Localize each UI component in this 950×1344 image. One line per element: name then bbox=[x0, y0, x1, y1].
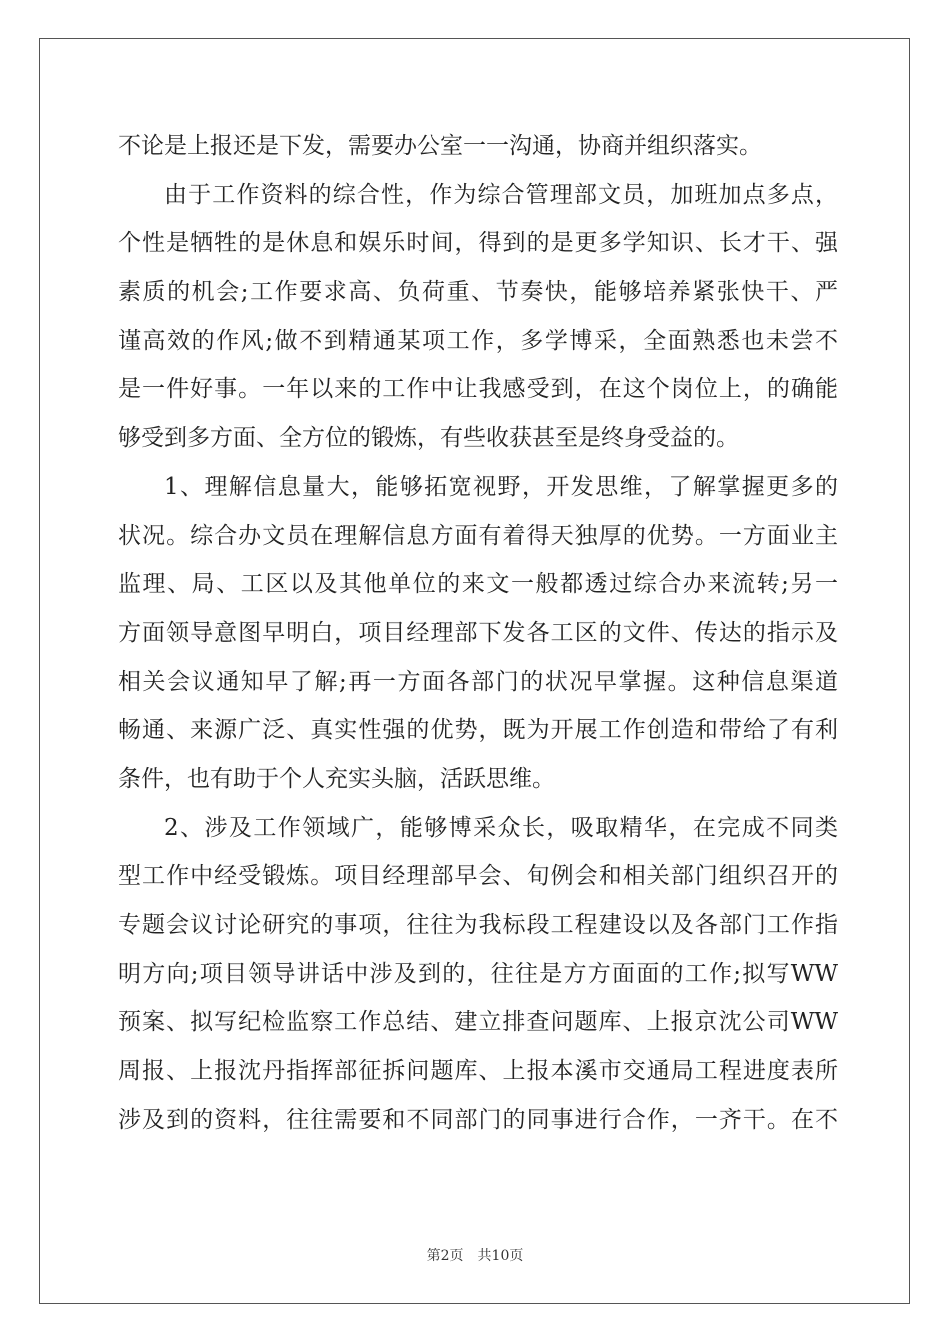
text-line: 个性是牺牲的是休息和娱乐时间，得到的是更多学知识、长才干、强 bbox=[118, 230, 838, 257]
text-line: 相关会议通知早了解;再一方面各部门的状况早掌握。这种信息渠道 bbox=[118, 668, 838, 695]
text-line: 型工作中经受锻炼。项目经理部早会、旬例会和相关部门组织召开的 bbox=[118, 863, 838, 890]
text-line: 方面领导意图早明白，项目经理部下发各工区的文件、传达的指示及 bbox=[118, 619, 838, 646]
text-line: 涉及到的资料，往往需要和不同部门的同事进行合作，一齐干。在不 bbox=[118, 1106, 838, 1133]
text-line: 素质的机会;工作要求高、负荷重、节奏快，能够培养紧张快干、严 bbox=[118, 279, 838, 306]
text-line: 状况。综合办文员在理解信息方面有着得天独厚的优势。一方面业主 bbox=[118, 522, 838, 549]
text-line: 够受到多方面、全方位的锻炼，有些收获甚至是终身受益的。 bbox=[118, 425, 739, 452]
document-body bbox=[118, 122, 838, 1144]
text-line: 监理、局、工区以及其他单位的来文一般都透过综合办来流转;另一 bbox=[118, 571, 838, 598]
text-line: 畅通、来源广泛、真实性强的优势，既为开展工作创造和带给了有利 bbox=[118, 717, 838, 744]
page-number-footer: 第2页 共10页 bbox=[426, 1248, 524, 1264]
text-line: 周报、上报沈丹指挥部征拆问题库、上报本溪市交通局工程进度表所 bbox=[118, 1058, 838, 1085]
paragraph-start-line: 1、理解信息量大，能够拓宽视野，开发思维，了解掌握更多的 bbox=[164, 473, 838, 500]
text-line: 谨高效的作风;做不到精通某项工作，多学博采，全面熟悉也未尝不 bbox=[118, 327, 838, 354]
text-line: 专题会议讨论研究的事项，往往为我标段工程建设以及各部门工作指 bbox=[118, 912, 838, 938]
paragraph-start-line: 2、涉及工作领域广，能够博采众长，吸取精华，在完成不同类 bbox=[164, 814, 838, 841]
text-line: 不论是上报还是下发，需要办公室一一沟通，协商并组织落实。 bbox=[118, 133, 762, 159]
text-line: 条件，也有助于个人充实头脑，活跃思维。 bbox=[118, 765, 555, 792]
text-line: 明方向;项目领导讲话中涉及到的，往往是方方面面的工作;拟写WW bbox=[118, 960, 838, 987]
text-line: 预案、拟写纪检监察工作总结、建立排查问题库、上报京沈公司WW bbox=[118, 1009, 838, 1036]
text-line: 是一件好事。一年以来的工作中让我感受到，在这个岗位上，的确能 bbox=[118, 376, 838, 403]
paragraph-start-line: 由于工作资料的综合性，作为综合管理部文员，加班加点多点， bbox=[164, 181, 838, 208]
